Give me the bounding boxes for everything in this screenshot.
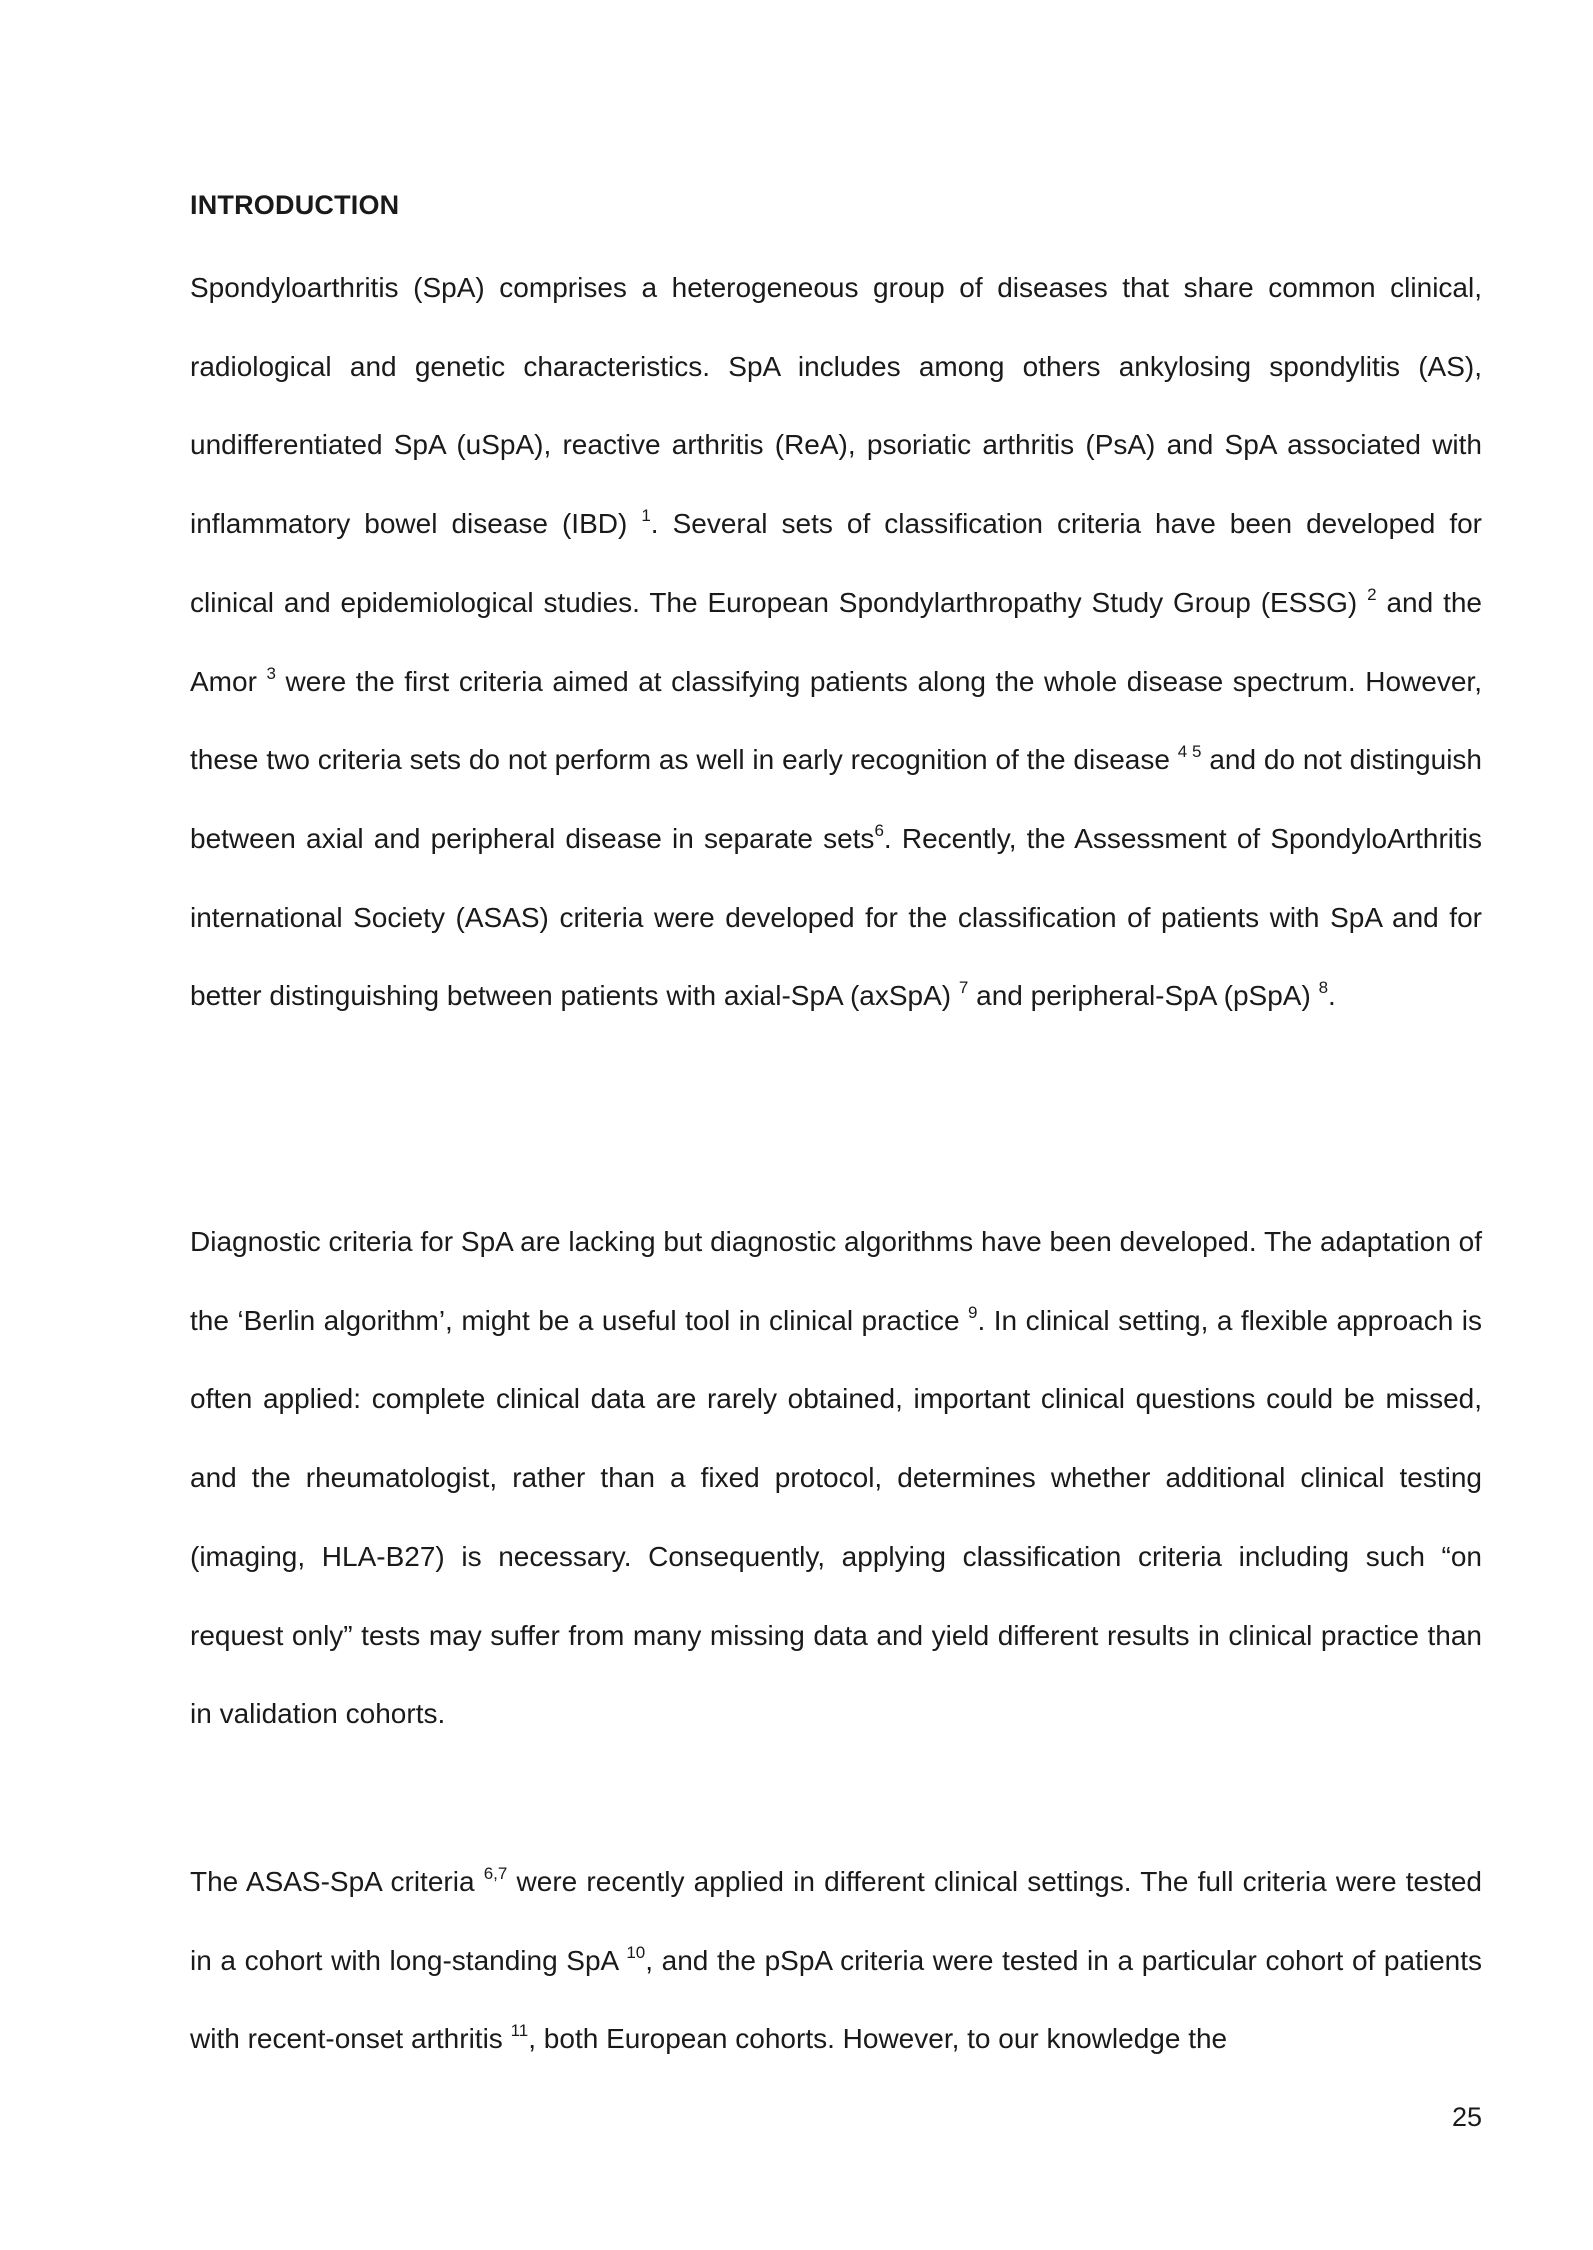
paragraph-text: . (1328, 980, 1336, 1012)
body-paragraph-1 (190, 249, 1482, 1036)
paragraph-text: , both European cohorts. However, to our knowledge the (528, 2023, 1228, 2055)
paragraph-text: . Recently, the Assessment of SpondyloArthritis international Society (ASAS) criteria were developed for the classification of patients with SpA and for better distinguishing between patients with axial-SpA (axSpA) (190, 822, 1483, 1012)
citation-superscript: 7 (958, 978, 969, 998)
paragraph-text: . In clinical setting, a flexible approach is often applied: complete clinical data are rarely obtained, important clinical questions could be missed, and the rheumatologist, rather than a fixed protocol, determines whether additional clinical testing (imaging, HLA-B27) is necessary. Consequently, applying classification criteria including such “on request only” tests may suffer from many missing data and yield different results in clinical practice than in validation cohorts. (190, 1304, 1482, 1730)
section-heading: INTRODUCTION (190, 190, 400, 220)
paragraph-text: and peripheral-SpA (pSpA) (968, 980, 1319, 1012)
citation-superscript: 10 (626, 1942, 646, 1962)
citation-superscript: 6,7 (483, 1864, 508, 1883)
citation-superscript: 8 (1318, 978, 1329, 998)
paragraph-text: Diagnostic criteria for SpA are lacking but diagnostic algorithms have been developed. The adaptation of the ‘Berlin algorithm’, might be a useful tool in clinical practice (190, 1226, 1482, 1336)
paragraph-text: and do not distinguish between axial and peripheral disease in separate sets (190, 744, 1482, 854)
citation-superscript: 11 (510, 2021, 529, 2041)
paragraph-text: and the Amor (190, 586, 1482, 697)
paragraph-text: Spondyloarthritis (SpA) comprises a heterogeneous group of diseases that share common clinical, radiological and genetic characteristics. SpA includes among others ankylosing spondylitis (AS), undifferentiated SpA (uSpA), reactive arthritis (ReA), psoriatic arthritis (PsA) and SpA associated with inflammatory bowel disease (IBD) (190, 272, 1482, 540)
body-paragraph-3 (190, 1843, 1482, 2079)
citation-superscript: 3 (266, 663, 276, 683)
citation-superscript: 4 5 (1177, 742, 1202, 762)
paragraph-text: , and the pSpA criteria were tested in a particular cohort of patients with recent-onset arthritis (190, 1944, 1483, 2055)
citation-superscript: 1 (641, 506, 651, 526)
paragraph-text: The ASAS-SpA criteria (190, 1866, 484, 1897)
page-number: 25 (1451, 2102, 1482, 2132)
citation-superscript: 9 (968, 1302, 978, 1322)
citation-superscript: 6 (874, 820, 884, 840)
paragraph-text: were recently applied in different clinical settings. The full criteria were tested in a cohort with long-standing SpA (190, 1866, 1482, 1976)
body-paragraph-2 (190, 1203, 1482, 1754)
paragraph-text: were the first criteria aimed at classifying patients along the whole disease spectrum. However, these two criteria sets do not perform as well in early recognition of the disease (190, 665, 1482, 776)
citation-superscript: 2 (1367, 584, 1377, 604)
paragraph-text: . Several sets of classification criteria have been developed for clinical and epidemiological studies. The European Spondylarthropathy Study Group (ESSG) (190, 508, 1483, 618)
